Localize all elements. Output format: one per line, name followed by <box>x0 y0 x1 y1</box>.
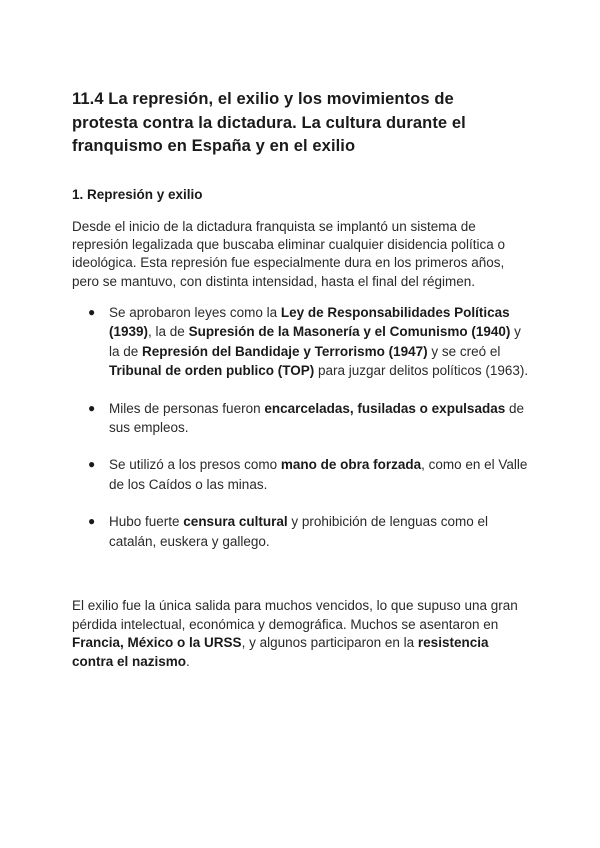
bullet-text: de sus empleos. <box>109 400 524 436</box>
bold-text: Francia, México o la URSS <box>72 635 242 651</box>
intro-paragraph: Desde el inicio de la dictadura franquista se implantó un sistema de represión legalizada que buscaba eliminar cualquier disidencia política o ideológica. Esta represión fue especialmente dura en los primeros años, pero se mantuvo, con distinta intensidad, hasta el final del régimen. <box>72 219 506 289</box>
bold-text: censura cultural <box>183 514 288 530</box>
list-item <box>72 303 532 381</box>
section-heading: 1. Represión y exilio <box>72 187 203 202</box>
bold-text: Represión del Bandidaje y Terrorismo (1947) <box>142 343 428 359</box>
outro-paragraph <box>72 597 532 671</box>
bold-text: Tribunal de orden publico (TOP) <box>109 363 315 379</box>
bullet-text: , la de <box>148 324 189 340</box>
bullet-text: para juzgar delitos políticos (1963). <box>314 363 529 379</box>
outro-text: , y algunos participaron en la <box>241 635 418 651</box>
list-item <box>72 455 532 494</box>
bullet-text: y prohibición de lenguas como el catalán, euskera y gallego. <box>109 514 488 549</box>
bold-text: Supresión de la Masonería y el Comunismo (1940) <box>188 324 511 340</box>
bold-text: mano de obra forzada <box>280 457 422 473</box>
bullet-text: , como en el Valle de los Caídos o las minas. <box>109 457 528 492</box>
bullet-text: Se utilizó a los presos como <box>109 457 281 473</box>
bullet-icon: ● <box>88 400 96 415</box>
bullet-text: Se aprobaron leyes como la <box>109 305 281 320</box>
bold-text: encarceladas, fusiladas o expulsadas <box>264 400 506 416</box>
bullet-text: y la de <box>109 324 521 359</box>
outro-text: El exilio fue la única salida para muchos vencidos, lo que supuso una gran pérdida intelectual, económica y demográfica. Muchos se asentaron en <box>72 598 518 632</box>
bullet-icon: ● <box>88 457 96 472</box>
bullet-list <box>72 303 532 551</box>
bold-text: resistencia contra el nazismo <box>72 635 489 669</box>
bullet-text: y se creó el <box>427 343 501 359</box>
bold-text: Ley de Responsabilidades Políticas (1939) <box>109 305 510 340</box>
bullet-text: Miles de personas fueron <box>109 400 265 416</box>
list-item <box>72 512 532 551</box>
document-title: 11.4 La represión, el exilio y los movimientos de protesta contra la dictadura. La cultura durante el franquismo en España y en el exilio <box>72 90 466 155</box>
bullet-icon: ● <box>88 514 96 529</box>
bullet-icon: ● <box>88 305 96 319</box>
outro-text: . <box>186 653 190 669</box>
bullet-text: Hubo fuerte <box>109 514 184 530</box>
list-item <box>72 399 532 438</box>
